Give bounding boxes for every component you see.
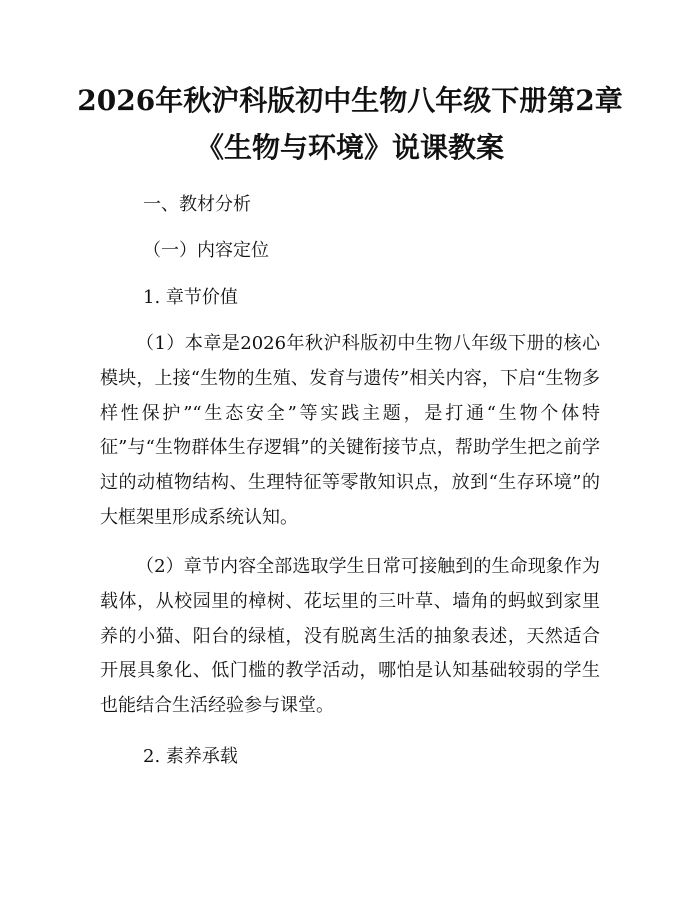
subsection-heading-content-positioning: （一）内容定位 — [143, 240, 269, 261]
body-paragraph-1: （1）本章是2026年秋沪科版初中生物八年级下册的核心模块，上接“生物的生殖、发育与遗传”相关内容，下启“生物多样性保护”“生态安全”等实践主题，是打通“生物个体特征”与“生物群体生存逻辑”的关键衔接节点，帮助学生把之前学过的动植物结构、生理特征等零散知识点，放到“生存环境”的大框架里形成系统认知。 — [100, 333, 600, 528]
item-heading-literacy-support: 2. 素养承载 — [143, 746, 238, 767]
document-title-line-1: 2026年秋沪科版初中生物八年级下册第2章 — [77, 84, 623, 117]
item-heading-chapter-value: 1. 章节价值 — [143, 287, 238, 308]
body-paragraph-2: （2）章节内容全部选取学生日常可接触到的生命现象作为载体，从校园里的樟树、花坛里的三叶草、墙角的蚂蚁到家里养的小猫、阳台的绿植，没有脱离生活的抽象表述，天然适合开展具象化、低门槛的教学活动，哪怕是认知基础较弱的学生也能结合生活经验参与课堂。 — [100, 556, 600, 717]
section-heading-textbook-analysis: 一、教材分析 — [143, 194, 251, 215]
document-title-line-2: 《生物与环境》说课教案 — [195, 131, 504, 164]
